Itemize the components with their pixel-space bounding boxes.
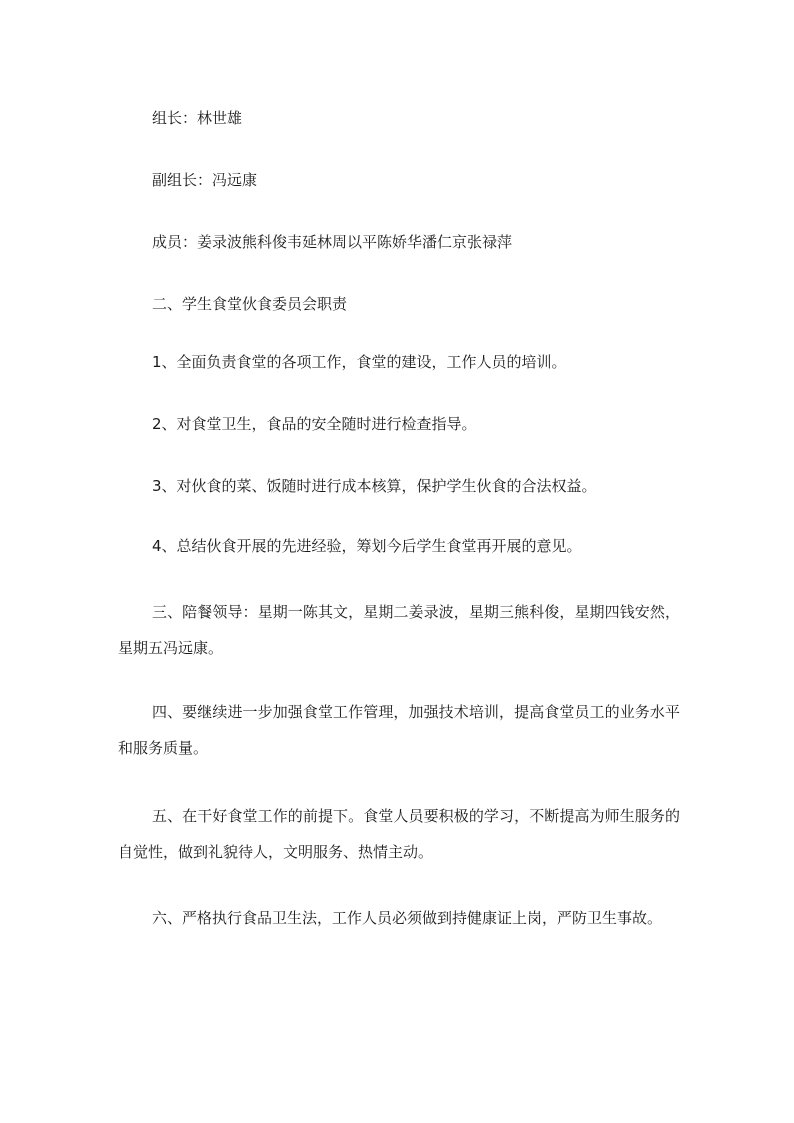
section-three-paragraph: 三、陪餐领导：星期一陈其文，星期二姜录波，星期三熊科俊，星期四钱安然，星期五冯远康。 [118, 603, 680, 657]
members-line: 成员：姜录波熊科俊韦延林周以平陈娇华潘仁京张禄萍 [152, 233, 513, 251]
duty-item-2: 2、对食堂卫生，食品的安全随时进行检查指导。 [152, 415, 477, 433]
section-five-paragraph: 五、在干好食堂工作的前提下。食堂人员要积极的学习，不断提高为师生服务的自觉性，做到礼貌待人，文明服务、热情主动。 [118, 807, 680, 861]
section-six-paragraph: 六、严格执行食品卫生法，工作人员必须做到持健康证上岗，严防卫生事故。 [152, 909, 663, 927]
duty-item-3: 3、对伙食的菜、饭随时进行成本核算，保护学生伙食的合法权益。 [152, 477, 597, 495]
group-leader-line: 组长：林世雄 [152, 109, 243, 127]
duty-item-4: 4、总结伙食开展的先进经验，筹划今后学生食堂再开展的意见。 [152, 537, 582, 555]
deputy-leader-line: 副组长：冯远康 [152, 171, 258, 189]
section-four-paragraph: 四、要继续进一步加强食堂工作管理，加强技术培训，提高食堂员工的业务水平和服务质量。 [118, 703, 680, 757]
duty-item-1: 1、全面负责食堂的各项工作，食堂的建设，工作人员的培训。 [152, 353, 567, 371]
section-two-heading: 二、学生食堂伙食委员会职责 [152, 295, 348, 313]
